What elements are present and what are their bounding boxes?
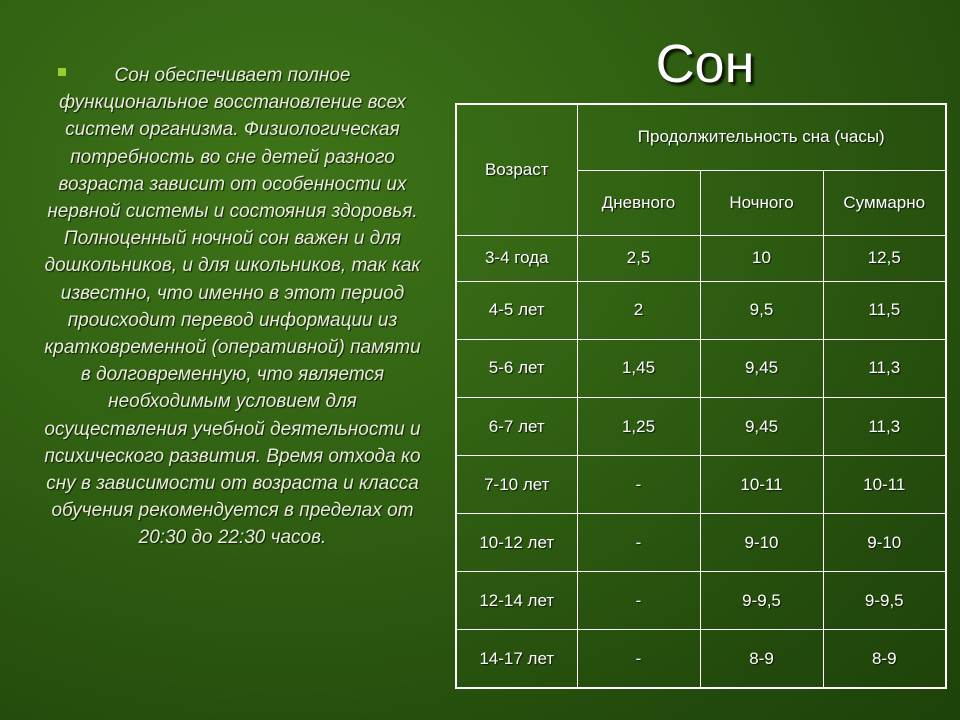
cell-age: 14-17 лет [456, 630, 577, 688]
bullet-paragraph [40, 62, 425, 552]
cell-day: 2 [577, 281, 700, 339]
cell-total: 9-10 [823, 514, 946, 572]
cell-total: 11,3 [823, 397, 946, 455]
cell-age: 4-5 лет [456, 281, 577, 339]
cell-day: - [577, 630, 700, 688]
cell-night: 9-10 [700, 514, 823, 572]
slide-title: Сон [655, 34, 755, 94]
table-row [456, 630, 946, 688]
cell-night: 9,45 [700, 339, 823, 397]
cell-total: 11,3 [823, 339, 946, 397]
cell-day: - [577, 572, 700, 630]
cell-night: 10 [700, 235, 823, 281]
paragraph-text: Сон обеспечивает полное функциональное восстановление всех систем организма. Физиологическая потребность во сне детей разного возраста зависит от особенности их нервной системы и состояния здоровья. Полноценный ночной сон важен и для дошкольников, и для школьников, так как известно, что именно в этот период происходит перевод информации из кратковременной (оперативной) памяти в долговременную, что является необходимым условием для осуществления учебной деятельности и психического развития. Время отхода ко сну в зависимости от возраста и класса обучения рекомендуется в пределах от 20:30 до 22:30 часов. [44, 65, 421, 549]
cell-age: 10-12 лет [456, 514, 577, 572]
cell-total: 10-11 [823, 456, 946, 514]
table-row [456, 235, 946, 281]
cell-day: - [577, 456, 700, 514]
cell-total: 11,5 [823, 281, 946, 339]
sleep-duration-table [455, 103, 947, 689]
cell-total: 9-9,5 [823, 572, 946, 630]
cell-day: 2,5 [577, 235, 700, 281]
cell-night: 10-11 [700, 456, 823, 514]
cell-age: 3-4 года [456, 235, 577, 281]
table-row [456, 397, 946, 455]
cell-day: 1,25 [577, 397, 700, 455]
header-night: Ночного [700, 170, 823, 235]
header-duration: Продолжительность сна (часы) [577, 104, 946, 170]
cell-age: 6-7 лет [456, 397, 577, 455]
cell-night: 9,45 [700, 397, 823, 455]
table-row [456, 514, 946, 572]
cell-day: - [577, 514, 700, 572]
table-row [456, 281, 946, 339]
table-row [456, 572, 946, 630]
table-row [456, 456, 946, 514]
cell-day: 1,45 [577, 339, 700, 397]
cell-night: 9-9,5 [700, 572, 823, 630]
cell-total: 12,5 [823, 235, 946, 281]
header-age: Возраст [456, 104, 577, 235]
header-total: Суммарно [823, 170, 946, 235]
cell-age: 12-14 лет [456, 572, 577, 630]
cell-age: 7-10 лет [456, 456, 577, 514]
square-bullet-icon [58, 68, 66, 76]
table-header-row [456, 104, 946, 170]
cell-age: 5-6 лет [456, 339, 577, 397]
header-day: Дневного [577, 170, 700, 235]
cell-night: 9,5 [700, 281, 823, 339]
table-row [456, 339, 946, 397]
cell-night: 8-9 [700, 630, 823, 688]
cell-total: 8-9 [823, 630, 946, 688]
